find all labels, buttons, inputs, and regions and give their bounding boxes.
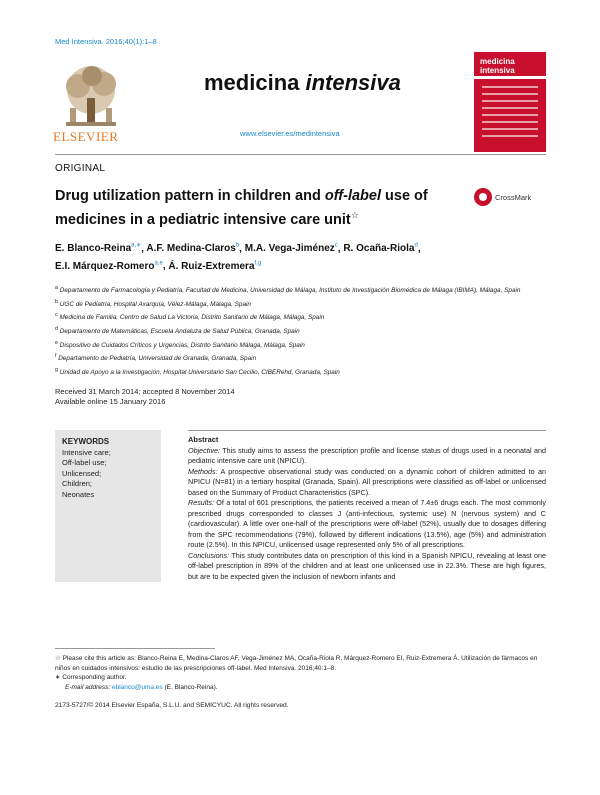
author[interactable]: E. Blanco-Reina$^{a,∗}$ [55, 243, 142, 255]
author[interactable]: Á. Ruiz-Extremera$^{f,g}$ [168, 260, 262, 272]
journal-title-part2: intensiva [305, 70, 401, 95]
crossmark-badge[interactable] [474, 188, 531, 206]
corresponding-author-note: ∗ Corresponding author. [55, 674, 127, 682]
keyword: Intensive care; [62, 448, 111, 457]
title-italic: off-label [324, 188, 381, 204]
affiliation-item: $^e$ Dispositivo de Cuidados Críticos y Urgencias, Distrito Sanitario Málaga, Málaga, Spain [55, 339, 305, 349]
journal-title [204, 70, 401, 96]
abstract-conclusions: Conclusions: This study contributes data on prescription of this kind in a Spanish NPICU, revealing at least one off-label prescription in 89% of the children and at least one unlicensed use in 22.3%. These are high figures, but are to be expected given the inclusion of newborn infants and [188, 550, 546, 581]
title-text-1: Drug utilization pattern in children and [55, 188, 325, 204]
keyword: Neonates [62, 489, 95, 499]
keywords-box [55, 430, 161, 582]
footnote-divider [55, 648, 215, 649]
journal-cover-thumbnail [474, 52, 546, 152]
affiliation-item: $^b$ UGC de Pediatría, Hospital Axarquía, Vélez-Málaga, Málaga, Spain [55, 298, 251, 308]
affiliations [55, 283, 546, 378]
affiliation-item: $^c$ Medicina de Familia, Centro de Salud La Victoria, Distrito Sanitario de Málaga, Málaga, Spain [55, 312, 325, 322]
header-divider [55, 154, 546, 155]
abstract-divider [188, 430, 546, 431]
affiliation-item: $^d$ Departamento de Matemáticas, Escuela Andaluza de Salud Pública, Granada, Spain [55, 325, 300, 335]
received-date: Received 31 March 2014; accepted 8 November 2014 [55, 387, 235, 396]
keywords-heading: KEYWORDS [62, 437, 110, 446]
email-link[interactable]: eblanco@uma.es [111, 683, 163, 691]
abstract [188, 435, 546, 582]
footnotes [55, 654, 546, 692]
keyword: Off-label use; [62, 458, 107, 468]
affiliation-item: $^g$ Unidad de Apoyo a la Investigación, Hospital Universitario San Cecilio, CIBERehd, Granada, Spain [55, 366, 340, 376]
journal-url-link[interactable]: www.elsevier.es/medintensiva [240, 129, 340, 138]
journal-title-part1: medicina [204, 70, 300, 95]
abstract-results: Results: Of a total of 601 prescriptions, the patients received a mean of 7.4±6 drugs each. The most commonly prescribed drugs corresponded to classes J (anti-infectious, systemic use) N (nervous system) and C (cardiovascular). A little over one-half of the prescriptions were off-label (52%), usually due to dosages differing from the SPC recommendations (79%), followed by different indications (13.5%), age (5%) and administration route (2.5%). In this NPICU, unlicensed usage represented only 5% of all prescriptions. [188, 498, 546, 549]
email-line: E-mail address: eblanco@uma.es (E. Blanco-Reina). [65, 683, 218, 691]
article-title [55, 187, 455, 230]
publisher-name: ELSEVIER [53, 129, 119, 144]
title-text-2: use of medicines in a pediatric intensive care unit [55, 188, 428, 228]
abstract-heading: Abstract [188, 435, 219, 444]
author[interactable]: A.F. Medina-Claros$^b$ [146, 243, 240, 255]
cover-title-1: medicina [480, 57, 515, 66]
citation[interactable]: Med Intensiva. 2016;40(1):1–8 [55, 37, 157, 46]
author[interactable]: E.I. Márquez-Romero$^{a,e}$ [55, 260, 163, 272]
cover-title-2: intensiva [480, 66, 515, 75]
author-list: E. Blanco-Reina$^{a,∗}$, A.F. Medina-Claros$^b$, M.A. Vega-Jiménez$^c$, R. Ocaña-Riola$^d$, E.I. Márquez-Romero$^{a,e}$, Á. Ruiz-Extremera$^{f,g}$ [55, 243, 421, 272]
crossmark-label: CrossMark [495, 192, 532, 202]
author[interactable]: R. Ocaña-Riola$^d$ [343, 243, 418, 255]
abstract-objective: Objective: This study aims to assess the prescription profile and license status of drugs used in a neonatal and pediatric intensive care unit (NPICU). [188, 445, 546, 465]
keyword: Unlicensed; [62, 468, 102, 478]
author[interactable]: M.A. Vega-Jiménez$^c$ [244, 243, 338, 255]
title-star-footnote[interactable]: ☆ [350, 210, 359, 220]
citation-footnote: ☆ Please cite this article as: Blanco-Reina E, Medina-Claros AF, Vega-Jiménez MA, Ocaña-Riola R, Márquez-Romero EI, Ruiz-Extremera Á. Utilización de fármacos en niños en cuidados intensivos: estudio de las prescripciones off-label. Med Intensiva. 2016;40:1–8. [55, 655, 538, 672]
article-dates [55, 387, 235, 407]
affiliation-item: $^a$ Departamento de Farmacología y Pediatría, Facultad de Medicina, Universidad de Málaga, Instituto de Investigación Biomédica de Málaga (IBIMA), Málaga, Spain [55, 285, 521, 295]
crossmark-icon [474, 188, 492, 206]
section-label: ORIGINAL [55, 163, 106, 174]
abstract-methods: Methods: A prospective observational study was conducted on a dynamic cohort of children admitted to an NPICU (N=81) in a tertiary hospital (Granada, Spain). All prescriptions were classified as off-label or unlicensed based on the Summary of Product Characteristics (SPC). [188, 466, 546, 497]
copyright: 2173-5727/© 2014 Elsevier España, S.L.U. and SEMICYUC. All rights reserved. [55, 702, 289, 709]
keyword: Children; [62, 479, 93, 489]
affiliation-item: $^f$ Departamento de Pediatría, Universidad de Granada, Granada, Spain [55, 353, 257, 363]
online-date: Available online 15 January 2016 [55, 397, 166, 406]
